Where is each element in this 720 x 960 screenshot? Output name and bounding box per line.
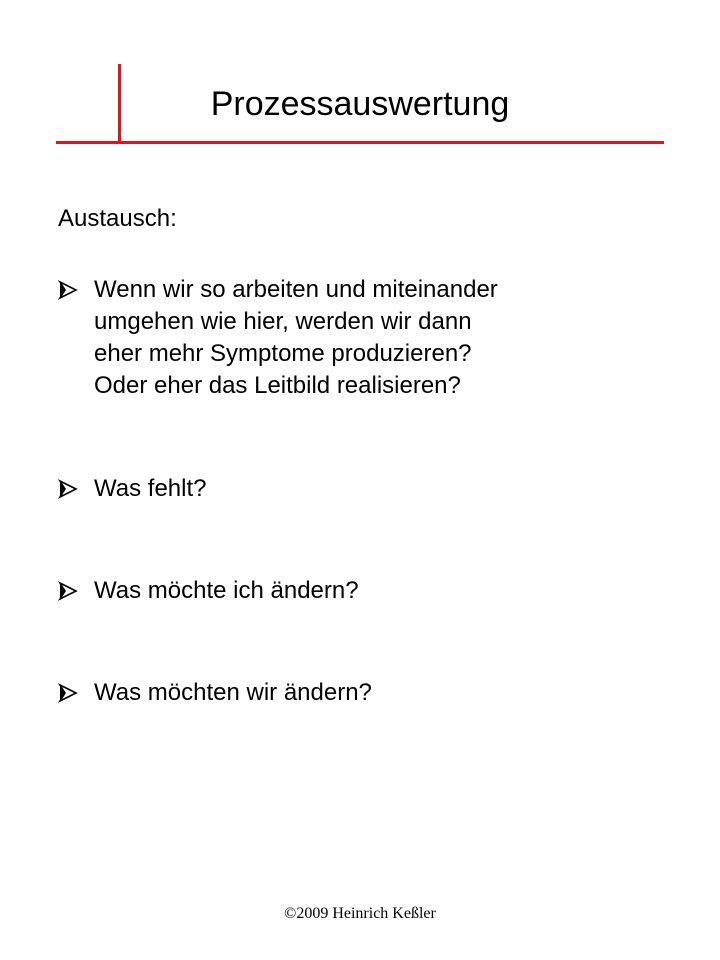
bullet-text-2: Was fehlt? xyxy=(94,475,207,502)
bullet-text-4: Was möchten wir ändern? xyxy=(94,679,372,706)
intro-label: Austausch: xyxy=(58,205,177,232)
arrowhead-bullet-icon xyxy=(58,575,94,607)
bullet-text-3: Was möchte ich ändern? xyxy=(94,577,359,604)
copyright-footer: ©2009 Heinrich Keßler xyxy=(284,905,436,922)
bullet-text-1: Wenn wir so arbeiten und miteinander umgehen wie hier, werden wir dann eher mehr Symptome produzieren? Oder eher das Leitbild realisieren? xyxy=(94,276,498,399)
bullet-item-4 xyxy=(58,677,678,709)
slide-title: Prozessauswertung xyxy=(210,85,510,123)
arrowhead-bullet-icon xyxy=(58,473,94,505)
bullet-item-3 xyxy=(58,575,678,607)
arrowhead-bullet-icon xyxy=(58,274,94,306)
bullet-item-1 xyxy=(58,274,678,402)
arrowhead-bullet-icon xyxy=(58,677,94,709)
title-accent-horizontal-line xyxy=(56,141,664,144)
bullet-item-2 xyxy=(58,473,678,505)
